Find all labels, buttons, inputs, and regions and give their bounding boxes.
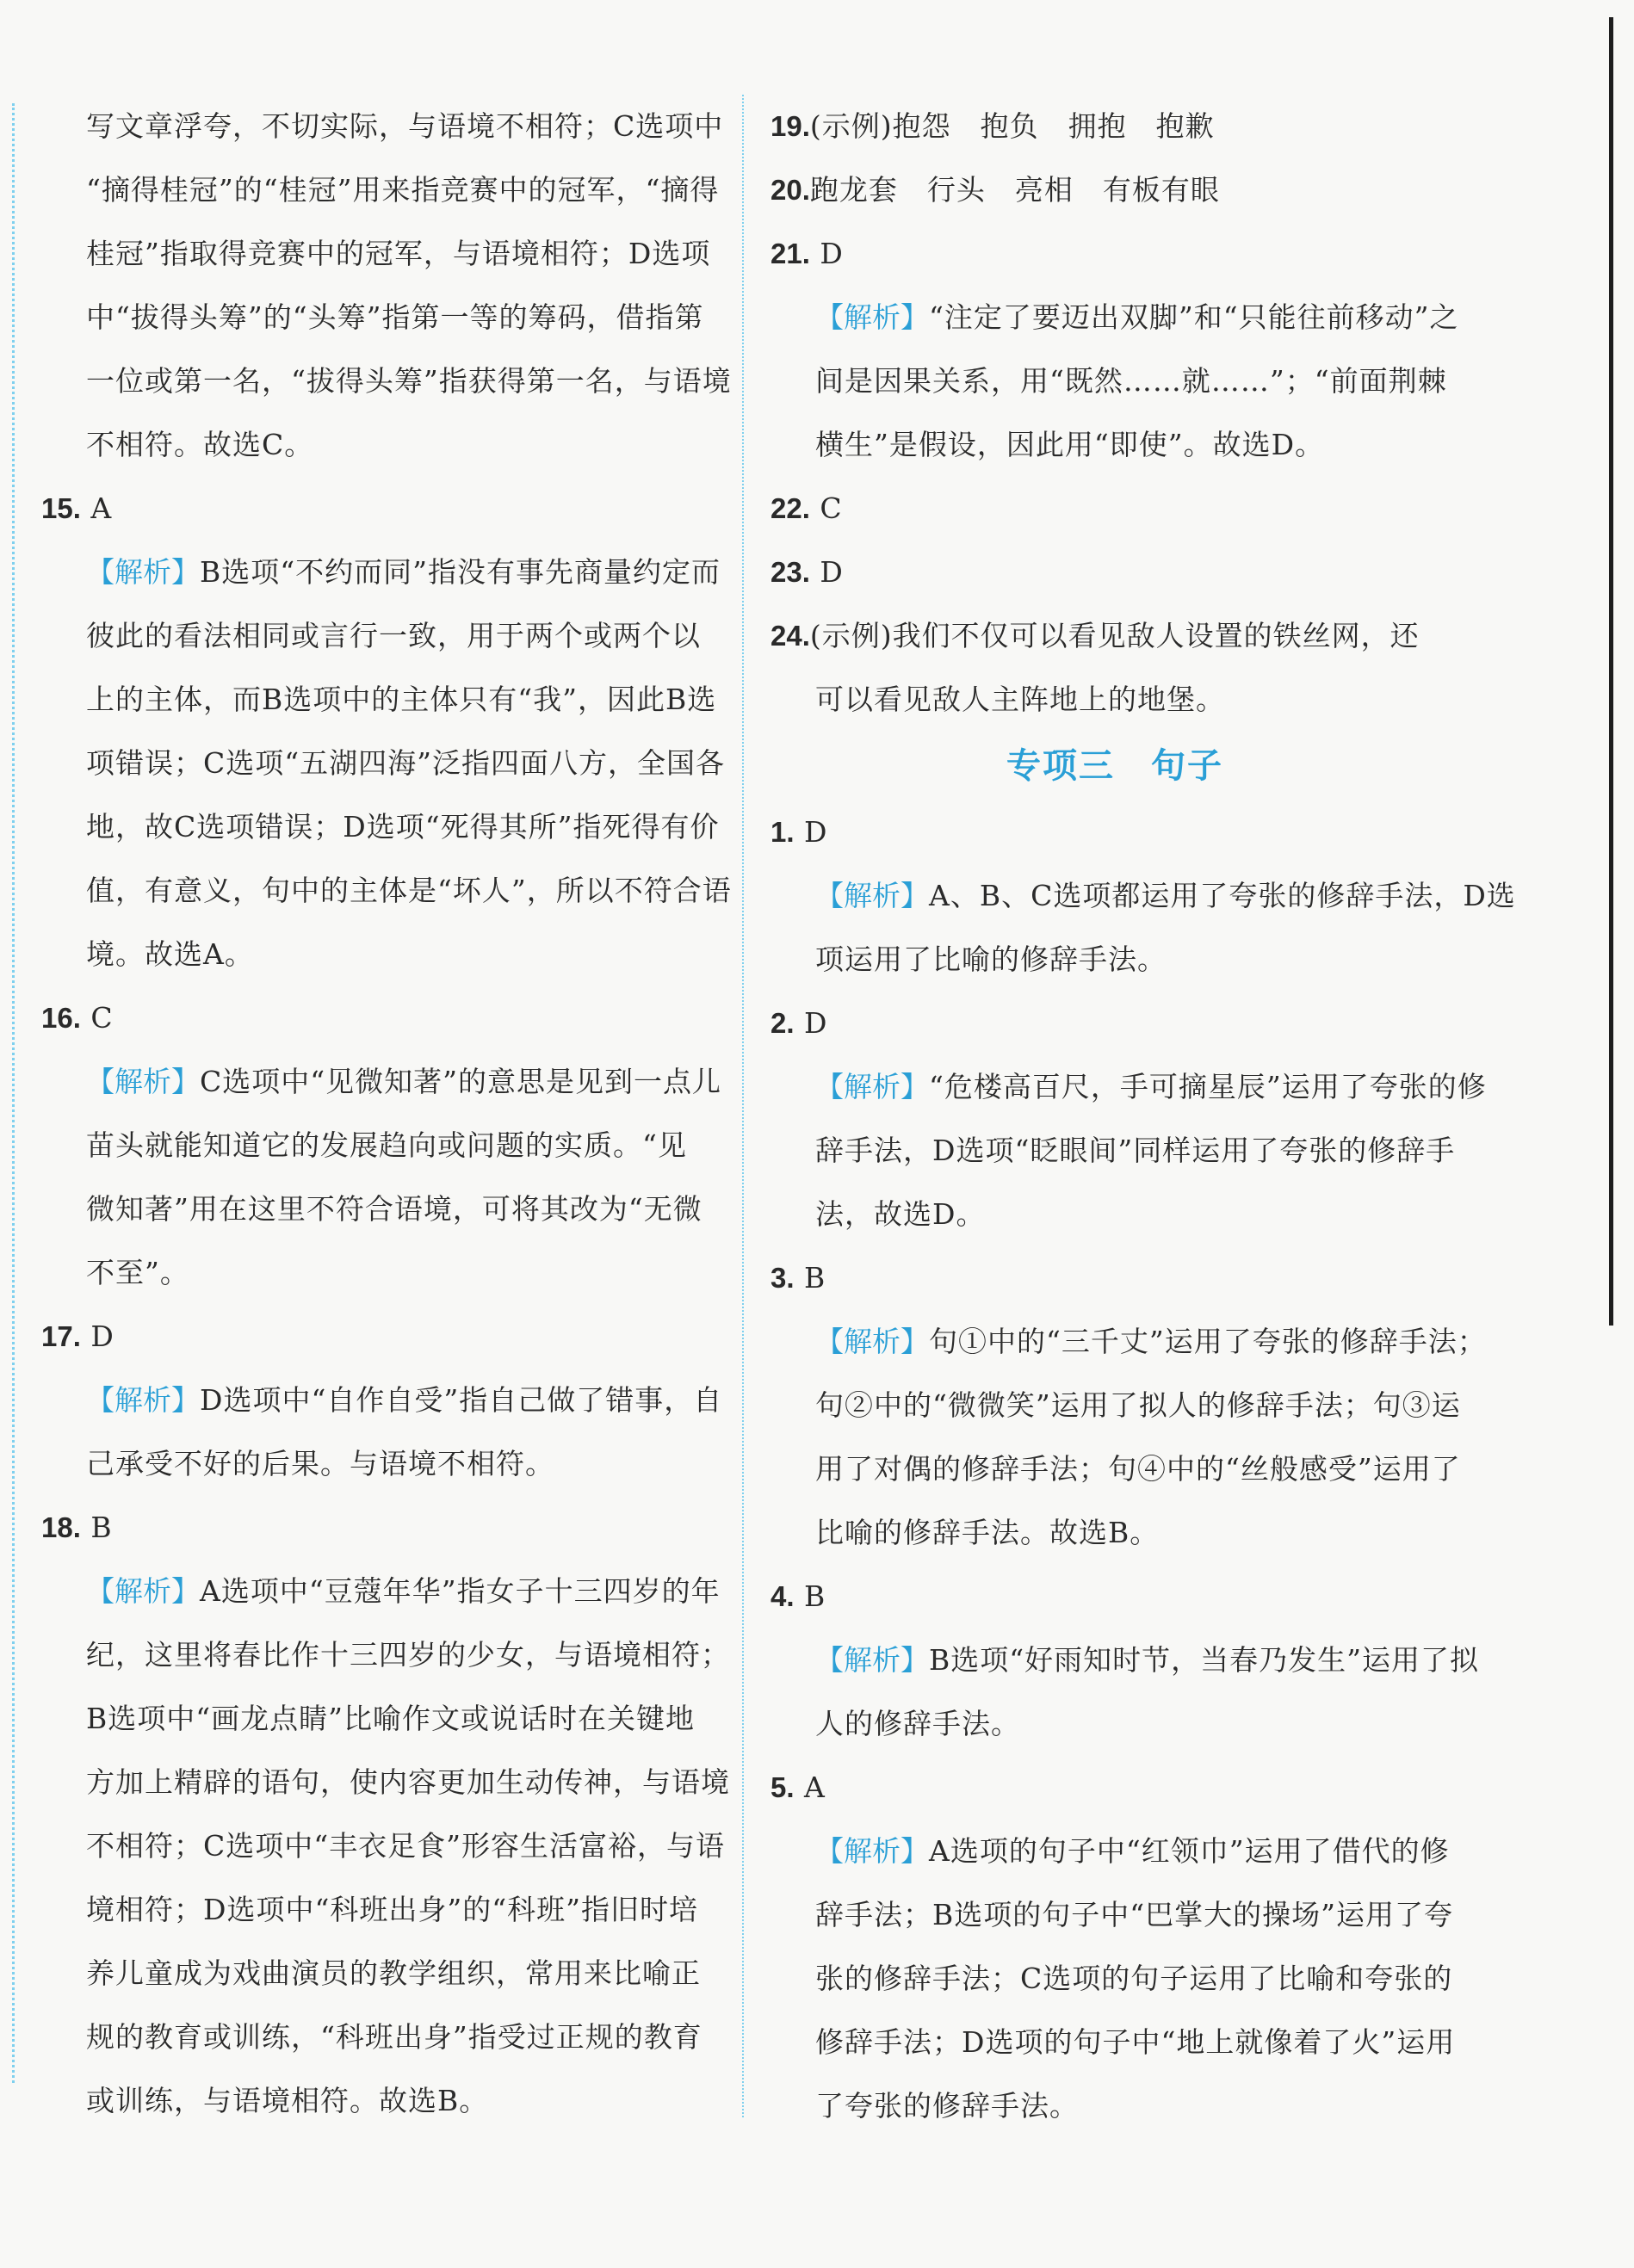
answer-22 xyxy=(771,477,1459,541)
text-line: 境相符；D选项中“科班出身”的“科班”指旧时培 xyxy=(86,1893,698,1926)
text-line: 不相符；C选项中“丰衣足食”形容生活富裕，与语 xyxy=(86,1829,725,1863)
text-line: 张的修辞手法；C选项的句子运用了比喻和夸张的 xyxy=(815,1962,1453,1995)
answer-choice: B xyxy=(90,1511,113,1544)
sentence-answer-1 xyxy=(771,800,1516,992)
sentence-answer-4 xyxy=(771,1565,1479,1756)
text-line: 己承受不好的后果。与语境不相符。 xyxy=(86,1447,554,1480)
answer-17 xyxy=(41,1305,721,1496)
text-line: 【解析】A、B、C选项都运用了夸张的修辞手法，D选 xyxy=(815,879,1516,912)
text-line: 比喻的修辞手法。故选B。 xyxy=(815,1516,1160,1549)
text-line: 【解析】句①中的“三千丈”运用了夸张的修辞手法； xyxy=(815,1325,1487,1358)
text-line: 【解析】“危楼高百尺，手可摘星辰”运用了夸张的修 xyxy=(815,1070,1487,1103)
text-line: 【解析】“注定了要迈出双脚”和“只能往前移动”之 xyxy=(815,300,1459,334)
answer-20 xyxy=(771,158,1459,222)
text-line: 【解析】C选项中“见微知著”的意思是见到一点儿 xyxy=(86,1065,721,1098)
answer-16 xyxy=(41,986,721,1305)
answer-15 xyxy=(41,477,732,986)
analysis-tag: 【解析】 xyxy=(815,1070,929,1103)
left-column xyxy=(41,95,732,2133)
analysis-tag: 【解析】 xyxy=(86,1574,200,1608)
text-line: 项运用了比喻的修辞手法。 xyxy=(815,942,1167,976)
question-number: 21. xyxy=(771,238,810,269)
answer-choice: A xyxy=(90,491,113,525)
answer-header xyxy=(41,1496,721,1560)
answer-14-continuation xyxy=(41,95,732,477)
text-line: 法，故选D。 xyxy=(815,1197,986,1231)
answer-choice: B xyxy=(804,1579,826,1613)
answer-header: 24.(示例)我们不仅可以看见敌人设置的铁丝网，还 xyxy=(771,619,1420,652)
question-number: 18. xyxy=(41,1511,81,1543)
analysis-tag: 【解析】 xyxy=(815,1325,929,1358)
answer-18 xyxy=(41,1496,730,2133)
answer-header xyxy=(771,800,1459,864)
answer-header xyxy=(771,1756,1459,1820)
text-line: 横生”是假设，因此用“即使”。故选D。 xyxy=(815,428,1325,461)
text-line: 地，故C选项错误；D选项“死得其所”指死得有价 xyxy=(86,810,720,844)
question-number: 19. xyxy=(771,110,810,142)
answer-choice: D xyxy=(804,815,828,849)
question-number: 15. xyxy=(41,492,81,524)
text-line: 了夸张的修辞手法。 xyxy=(815,2089,1079,2123)
text-line: 规的教育或训练，“科班出身”指受过正规的教育 xyxy=(86,2020,702,2054)
answer-header xyxy=(771,1246,1459,1310)
column-divider xyxy=(742,95,744,2117)
answer-header xyxy=(771,1565,1459,1628)
analysis-tag: 【解析】 xyxy=(86,555,200,589)
text-line: 一位或第一名，“拔得头筹”指获得第一名，与语境 xyxy=(86,364,732,398)
text-line: 项错误；C选项“五湖四海”泛指四面八方，全国各 xyxy=(86,746,725,780)
text-line: 苗头就能知道它的发展趋向或问题的实质。“见 xyxy=(86,1128,687,1162)
question-number: 3. xyxy=(771,1262,795,1294)
text-line: 上的主体，而B选项中的主体只有“我”，因此B选 xyxy=(86,683,717,716)
answer-header xyxy=(771,222,1459,286)
answer-choice: D xyxy=(820,237,844,270)
question-number: 4. xyxy=(771,1580,795,1612)
answer-choice: A xyxy=(804,1771,826,1804)
answer-choice: C xyxy=(820,491,843,525)
text-line: 微知著”用在这里不符合语境，可将其改为“无微 xyxy=(86,1192,702,1226)
text-line: 彼此的看法相同或言行一致，用于两个或两个以 xyxy=(86,619,701,652)
text-line: 中“拔得头筹”的“头筹”指第一等的筹码，借指第 xyxy=(86,300,704,334)
question-number: 5. xyxy=(771,1771,795,1803)
question-number: 24. xyxy=(771,620,810,652)
answer-19 xyxy=(771,95,1459,158)
text-line: 用了对偶的修辞手法；句④中的“丝般感受”运用了 xyxy=(815,1452,1461,1486)
answer-choice: C xyxy=(90,1001,114,1035)
question-number: 23. xyxy=(771,556,810,588)
analysis-tag: 【解析】 xyxy=(86,1065,200,1098)
question-number: 1. xyxy=(771,816,795,848)
question-number: 16. xyxy=(41,1002,81,1034)
text-line: 修辞手法；D选项的句子中“地上就像着了火”运用 xyxy=(815,2025,1456,2059)
analysis-tag: 【解析】 xyxy=(815,300,929,334)
answer-text: (示例)抱怨 抱负 拥抱 抱歉 xyxy=(809,109,1215,143)
question-number: 2. xyxy=(771,1007,795,1039)
analysis-tag: 【解析】 xyxy=(815,1643,929,1677)
text-line: “摘得桂冠”的“桂冠”用来指竞赛中的冠军，“摘得 xyxy=(86,173,720,207)
text-line: 人的修辞手法。 xyxy=(815,1707,1020,1740)
answer-24 xyxy=(771,604,1459,732)
text-line: 纪，这里将春比作十三四岁的少女，与语境相符； xyxy=(86,1638,730,1672)
text-line: 间是因果关系，用“既然……就……”；“前面荆棘 xyxy=(815,364,1447,398)
sentence-answer-5 xyxy=(771,1756,1459,2138)
answer-choice: D xyxy=(804,1006,828,1040)
text-line: 不相符。故选C。 xyxy=(86,428,314,461)
answer-21 xyxy=(771,222,1459,477)
text-line: 【解析】D选项中“自作自受”指自己做了错事，自 xyxy=(86,1383,723,1417)
text-line: 【解析】B选项“好雨知时节，当春乃发生”运用了拟 xyxy=(815,1643,1479,1677)
text-line: 值，有意义，句中的主体是“坏人”，所以不符合语 xyxy=(86,874,732,907)
answer-choice: D xyxy=(820,555,844,589)
answer-choice: D xyxy=(90,1319,115,1353)
answer-header xyxy=(41,1305,721,1369)
left-edge-dotted-border xyxy=(12,103,15,2083)
answer-text: 跑龙套 行头 亮相 有板有眼 xyxy=(809,173,1220,207)
text-line: 【解析】A选项中“豆蔻年华”指女子十三四岁的年 xyxy=(86,1574,721,1608)
sentence-answer-2 xyxy=(771,992,1487,1246)
text-line: 辞手法；B选项的句子中“巴掌大的操场”运用了夸 xyxy=(815,1898,1453,1931)
text-line: 养儿童成为戏曲演员的教学组织，常用来比喻正 xyxy=(86,1956,701,1990)
question-number: 22. xyxy=(771,492,810,524)
right-column xyxy=(771,95,1516,2138)
question-number: 17. xyxy=(41,1320,81,1352)
section-title: 专项三 句子 xyxy=(1006,746,1223,786)
answer-23 xyxy=(771,541,1459,604)
text-line: 【解析】A选项的句子中“红领巾”运用了借代的修 xyxy=(815,1834,1450,1868)
sentence-answer-3 xyxy=(771,1246,1487,1565)
text-line: 或训练，与语境相符。故选B。 xyxy=(86,2084,489,2117)
answer-header xyxy=(771,992,1459,1055)
right-edge-scan-shadow xyxy=(1609,17,1613,1326)
answer-header xyxy=(41,986,721,1050)
text-line: 方加上精辟的语句，使内容更加生动传神，与语境 xyxy=(86,1765,730,1799)
answer-choice: B xyxy=(804,1261,826,1295)
text-line: 句②中的“微微笑”运用了拟人的修辞手法；句③运 xyxy=(815,1388,1461,1422)
analysis-tag: 【解析】 xyxy=(815,1834,929,1868)
question-number: 20. xyxy=(771,174,810,206)
text-line: B选项中“画龙点睛”比喻作文或说话时在关键地 xyxy=(86,1702,695,1735)
text-line: 不至”。 xyxy=(86,1256,189,1289)
text-line: 可以看见敌人主阵地上的地堡。 xyxy=(815,683,1225,716)
text-line: 桂冠”指取得竞赛中的冠军，与语境相符；D选项 xyxy=(86,237,711,270)
analysis-tag: 【解析】 xyxy=(86,1383,200,1417)
answer-header xyxy=(41,477,721,541)
text-line: 写文章浮夸，不切实际，与语境不相符；C选项中 xyxy=(86,109,724,143)
text-line: 境。故选A。 xyxy=(86,937,254,971)
analysis-tag: 【解析】 xyxy=(815,879,929,912)
text-line: 【解析】B选项“不约而同”指没有事先商量约定而 xyxy=(86,555,721,589)
text-line: 辞手法，D选项“眨眼间”同样运用了夸张的修辞手 xyxy=(815,1134,1456,1167)
